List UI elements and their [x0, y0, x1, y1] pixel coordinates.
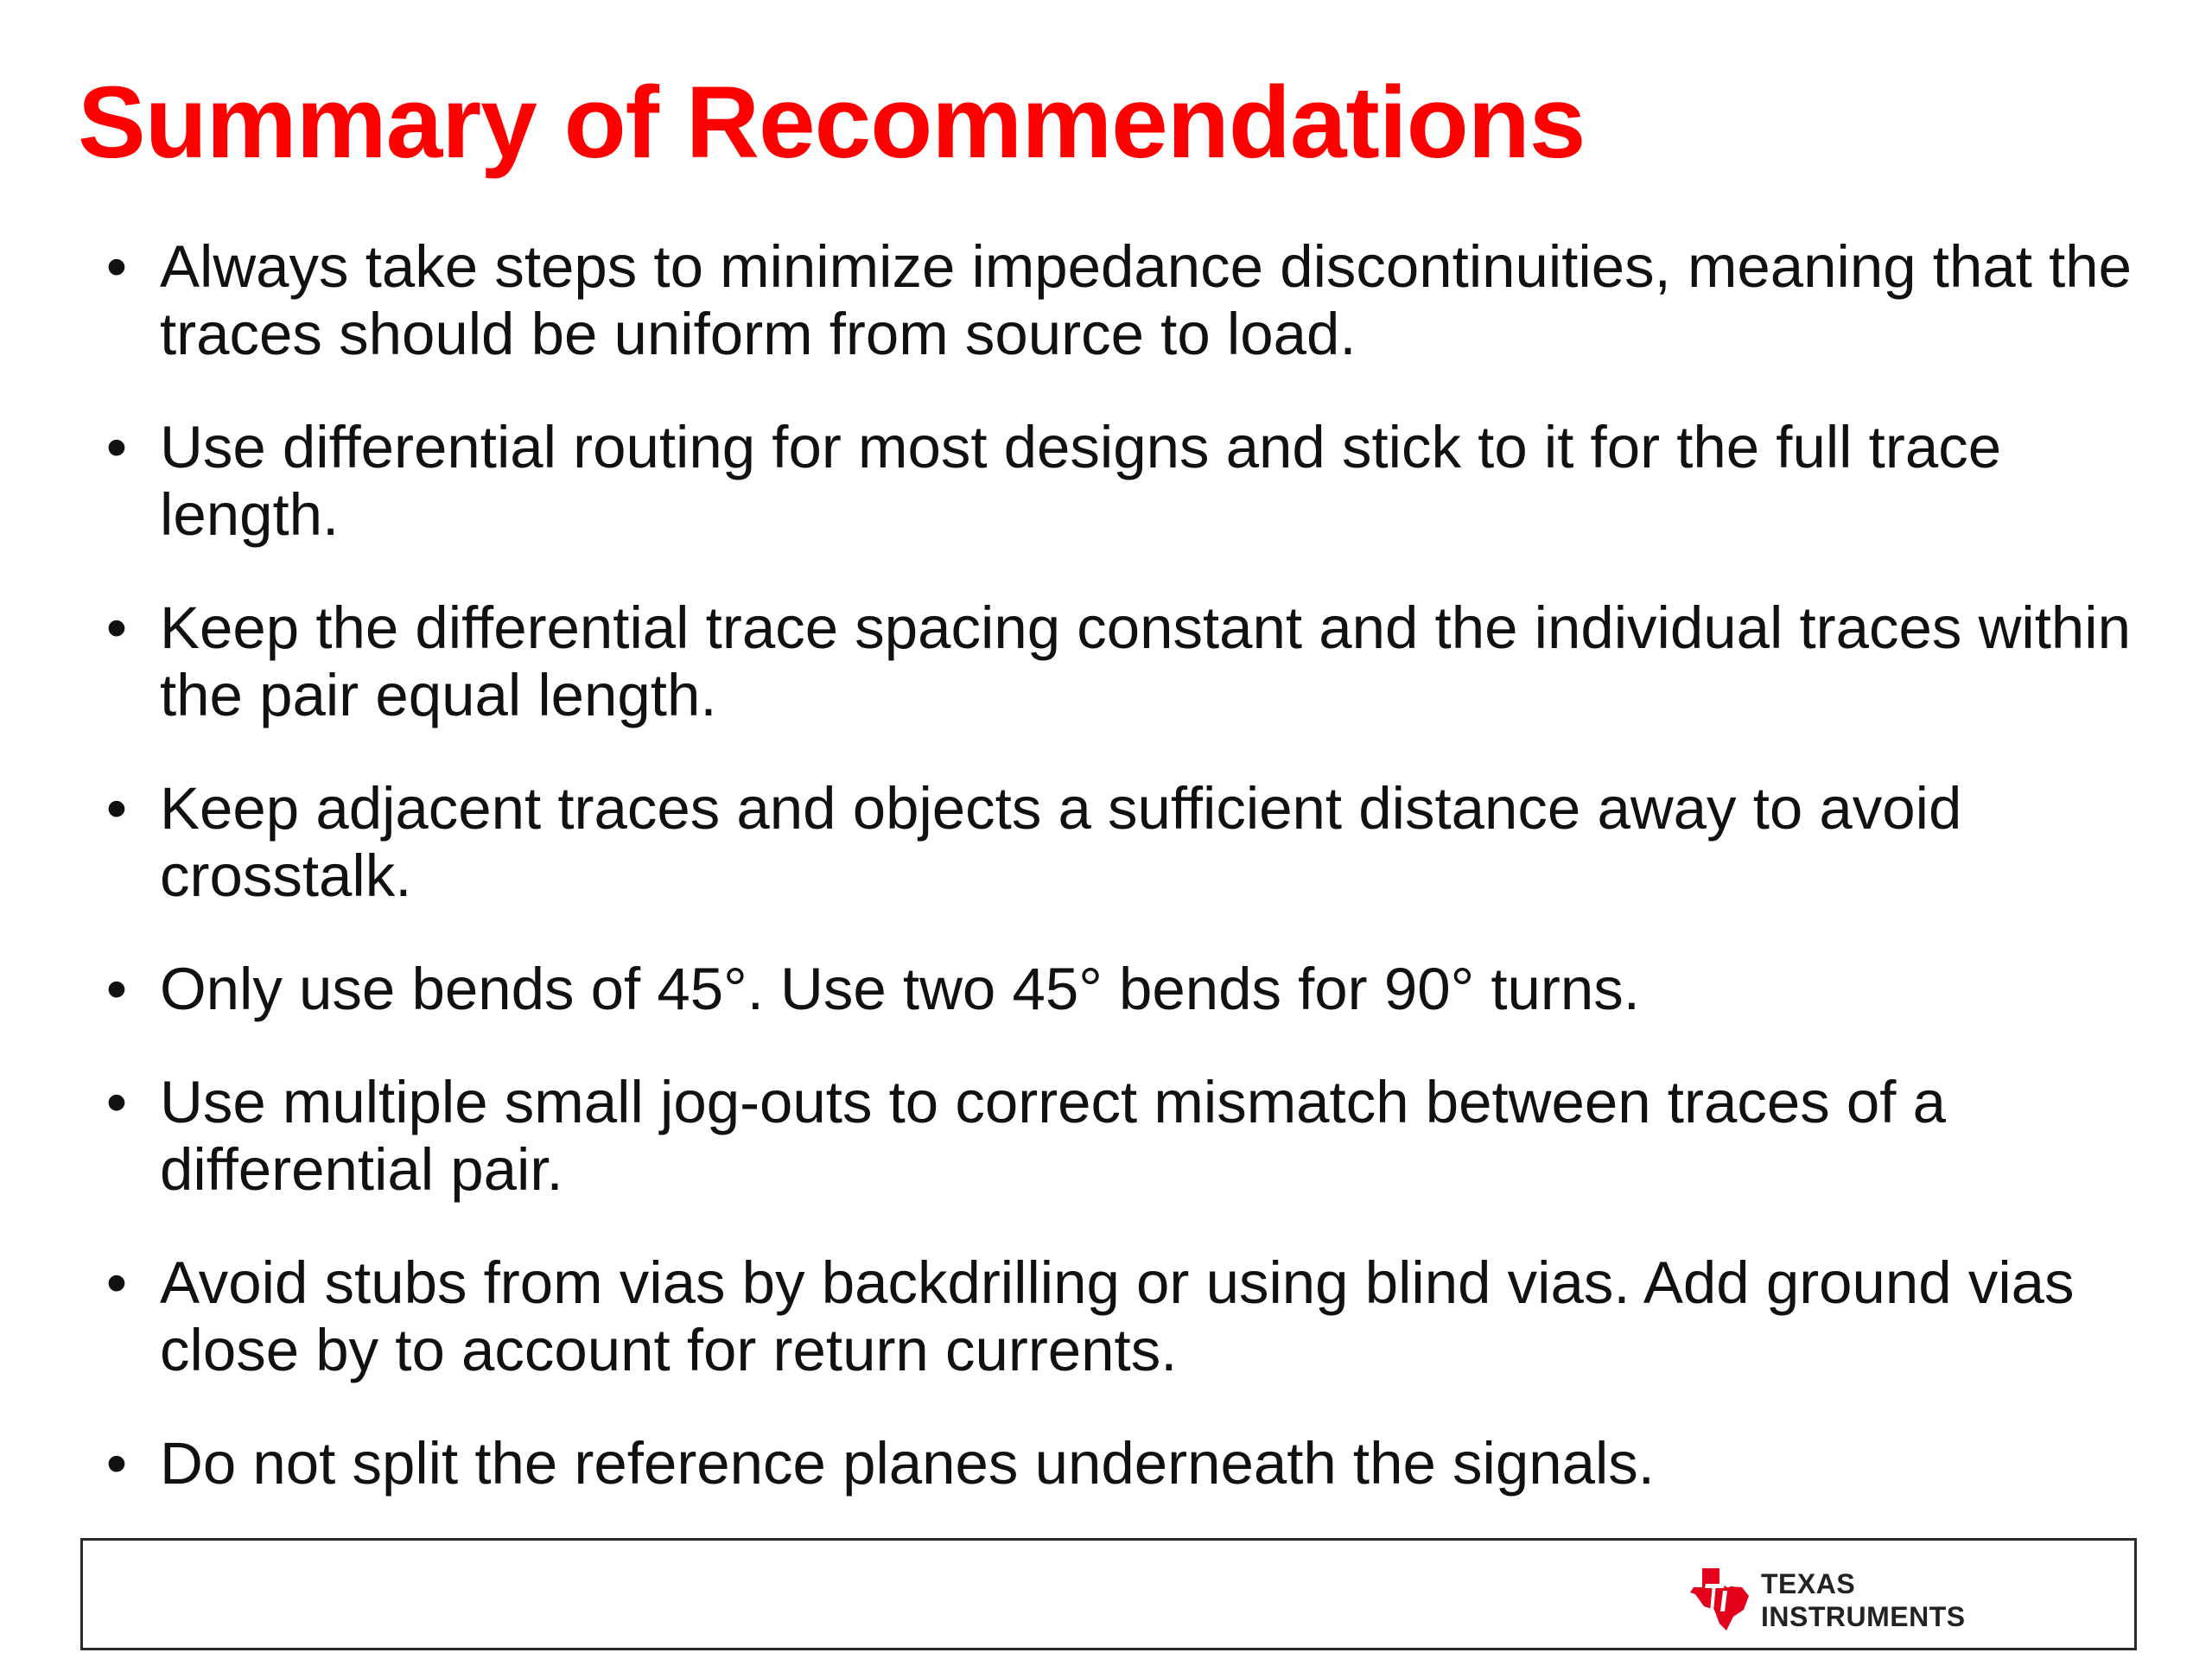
- ti-logo-icon: [1690, 1567, 1751, 1634]
- bullet-icon: •: [105, 775, 128, 842]
- slide-footer: [80, 1538, 2137, 1650]
- bullet-item: [99, 414, 2156, 549]
- bullet-icon: •: [105, 1249, 128, 1316]
- bullet-text: Use multiple small jog-outs to correct mismatch between traces of a differential pair.: [160, 1069, 1946, 1203]
- bullet-item: [99, 1249, 2156, 1384]
- logo-line-2: INSTRUMENTS: [1761, 1601, 1966, 1632]
- bullet-item: [99, 594, 2156, 729]
- bullet-text: Only use bends of 45°. Use two 45° bends for 90° turns.: [160, 956, 1640, 1022]
- bullet-text: Do not split the reference planes underneath the signals.: [160, 1430, 1655, 1497]
- bullet-text: Avoid stubs from vias by backdrilling or using blind vias. Add ground vias close by to account for return currents.: [160, 1249, 2075, 1383]
- bullet-item: [99, 1069, 2156, 1204]
- texas-instruments-logo: [1690, 1561, 1966, 1639]
- bullet-icon: •: [105, 414, 128, 480]
- bullet-text: Keep the differential trace spacing constant and the individual traces within the pair equal length.: [160, 594, 2131, 728]
- bullet-icon: •: [105, 1069, 128, 1135]
- bullet-item: [99, 956, 2156, 1023]
- logo-line-1: TEXAS: [1761, 1568, 1856, 1599]
- bullet-item: [99, 775, 2156, 910]
- bullet-item: [99, 1430, 2156, 1497]
- bullet-text: Keep adjacent traces and objects a sufficient distance away to avoid crosstalk.: [160, 775, 1962, 909]
- bullet-text: Always take steps to minimize impedance discontinuities, meaning that the traces should be uniform from source to load.: [160, 233, 2132, 367]
- slide-title: Summary of Recommendations: [78, 66, 1586, 180]
- bullet-item: [99, 233, 2156, 368]
- bullet-icon: •: [105, 956, 128, 1022]
- bullet-text: Use differential routing for most designs and stick to it for the full trace length.: [160, 414, 2002, 548]
- bullet-icon: •: [105, 594, 128, 661]
- bullet-list: [99, 233, 2156, 1497]
- ti-wordmark: [1761, 1570, 1966, 1630]
- bullet-icon: •: [105, 233, 128, 300]
- bullet-icon: •: [105, 1430, 128, 1497]
